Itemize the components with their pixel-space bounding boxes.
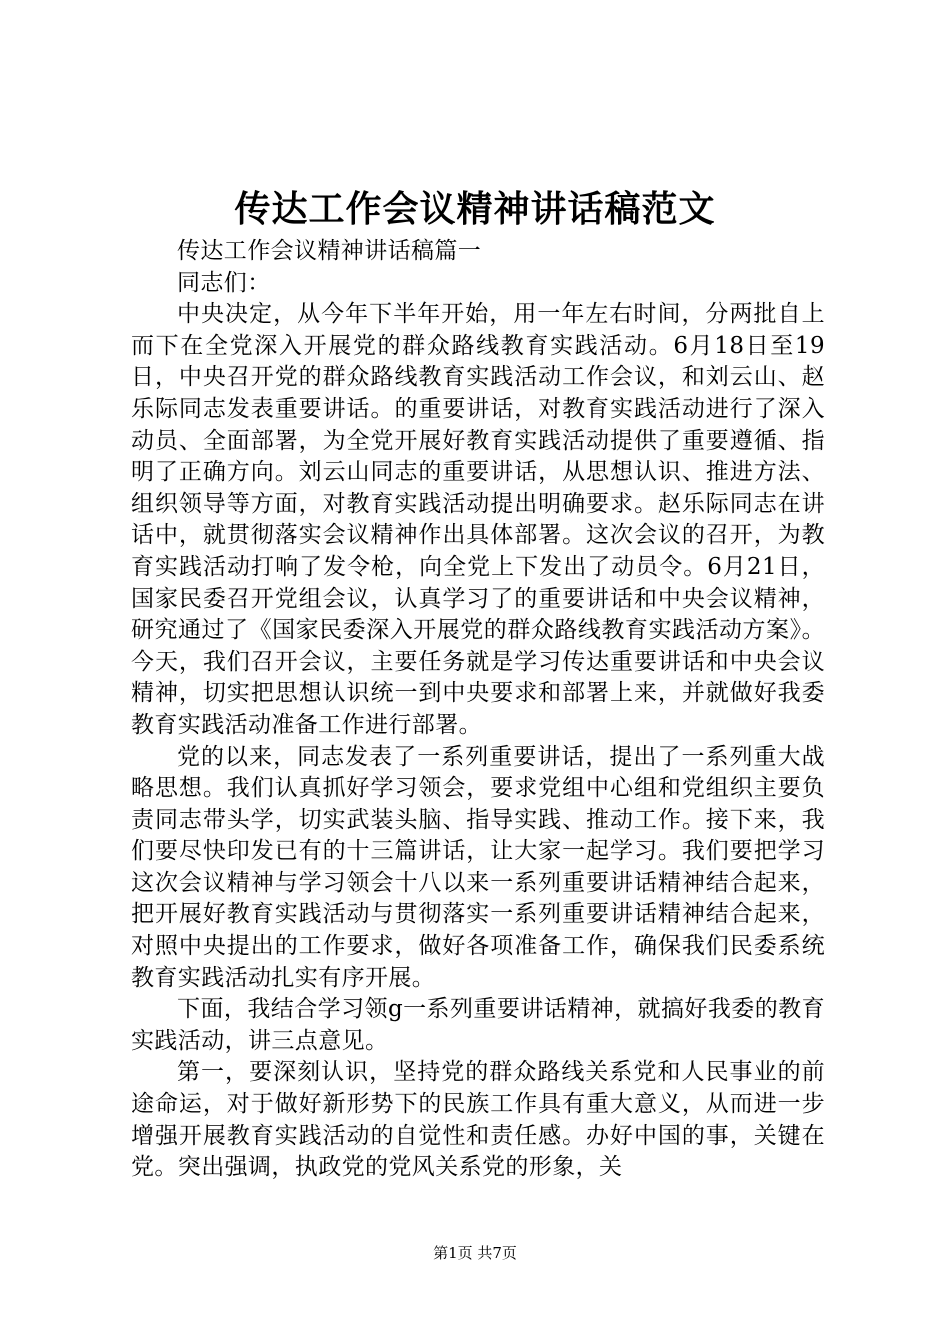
page-number-footer: 第1页 共7页	[433, 1244, 517, 1262]
document-body	[131, 236, 825, 1184]
paragraph: 第一，要深刻认识，坚持党的群众路线关系党和人民事业的前途命运，对于做好新形势下的民族工作具有重大意义，从而进一步增强开展教育实践活动的自觉性和责任感。办好中国的事，关键在党。突出强调，执政党的党风关系党的形象，关	[131, 1059, 825, 1181]
paragraph: 党的以来，同志发表了一系列重要讲话，提出了一系列重大战略思想。我们认真抓好学习领会，要求党组中心组和党组织主要负责同志带头学，切实武装头脑、指导实践、推动工作。接下来，我们要尽快印发已有的十三篇讲话，让大家一起学习。我们要把学习这次会议精神与学习领会十八以来一系列重要讲话精神结合起来，把开展好教育实践活动与贯彻落实一系列重要讲话精神结合起来，对照中央提出的工作要求，做好各项准备工作，确保我们民委系统教育实践活动扎实有序开展。	[131, 743, 825, 991]
paragraph: 下面，我结合学习领g一系列重要讲话精神，就搞好我委的教育实践活动，讲三点意见。	[131, 996, 825, 1054]
document-title: 传达工作会议精神讲话稿范文	[234, 188, 716, 230]
section-heading: 传达工作会议精神讲话稿篇一	[177, 238, 482, 264]
salutation: 同志们：	[177, 269, 271, 296]
paragraph: 中央决定，从今年下半年开始，用一年左右时间，分两批自上而下在全党深入开展党的群众路线教育实践活动。6月18日至19日，中央召开党的群众路线教育实践活动工作会议，和刘云山、赵乐际同志发表重要讲话。的重要讲话，对教育实践活动进行了深入动员、全面部署，为全党开展好教育实践活动提供了重要遵循、指明了正确方向。刘云山同志的重要讲话，从思想认识、推进方法、组织领导等方面，对教育实践活动提出明确要求。赵乐际同志在讲话中，就贯彻落实会议精神作出具体部署。这次会议的召开，为教育实践活动打响了发令枪，向全党上下发出了动员令。6月21日，国家民委召开党组会议，认真学习了的重要讲话和中央会议精神，研究通过了《国家民委深入开展党的群众路线教育实践活动方案》。今天，我们召开会议，主要任务就是学习传达重要讲话和中央会议精神，切实把思想认识统一到中央要求和部署上来，并就做好我委教育实践活动准备工作进行部署。	[131, 301, 825, 738]
